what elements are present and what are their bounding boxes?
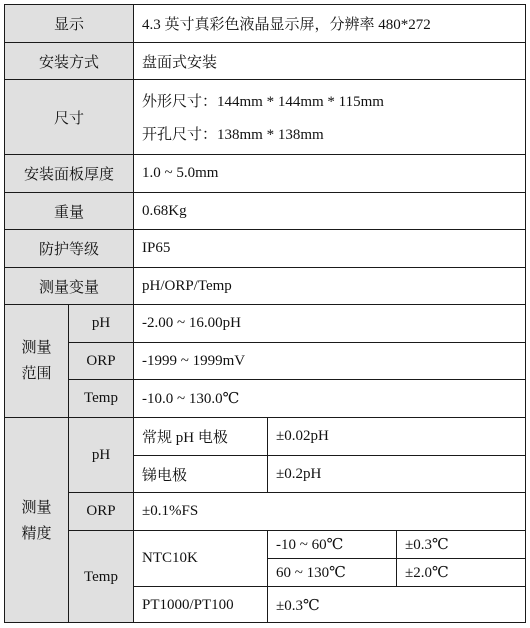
variables-value: pH/ORP/Temp	[133, 267, 526, 304]
accuracy-temp-ntc-range-high: 60 ~ 130℃	[267, 558, 396, 586]
range-param-ph: pH	[68, 304, 133, 342]
accuracy-orp-value: ±0.1%FS	[133, 492, 526, 530]
accuracy-param-orp: ORP	[68, 492, 133, 530]
mounting-value: 盘面式安装	[133, 42, 526, 79]
accuracy-temp-pt-value: ±0.3℃	[267, 586, 526, 623]
accuracy-ph-electrode-antimony: 锑电极	[133, 455, 267, 492]
size-label: 尺寸	[4, 79, 133, 154]
range-value-temp: -10.0 ~ 130.0℃	[133, 379, 526, 417]
size-outer: 外形尺寸：144mm * 144mm * 115mm	[142, 94, 384, 110]
range-param-orp: ORP	[68, 342, 133, 379]
accuracy-label-line2: 精度	[21, 525, 52, 542]
accuracy-param-temp: Temp	[68, 530, 133, 623]
weight-label: 重量	[4, 192, 133, 229]
accuracy-temp-ntc-value-low: ±0.3℃	[396, 530, 526, 558]
range-param-temp: Temp	[68, 379, 133, 417]
protection-value: IP65	[133, 229, 526, 267]
accuracy-param-ph: pH	[68, 417, 133, 492]
range-label-line1: 测量	[21, 340, 52, 356]
panel-thickness-value: 1.0 ~ 5.0mm	[133, 154, 526, 192]
accuracy-temp-pt-sensor: PT1000/PT100	[133, 586, 267, 623]
accuracy-temp-ntc-value-high: ±2.0℃	[396, 558, 526, 586]
range-label	[4, 304, 68, 417]
accuracy-label-line1: 测量	[21, 499, 52, 516]
display-value: 4.3 英寸真彩色液晶显示屏，分辨率 480*272	[133, 4, 526, 42]
accuracy-temp-ntc-range-low: -10 ~ 60℃	[267, 530, 396, 558]
protection-label: 防护等级	[4, 229, 133, 267]
accuracy-ph-value-antimony: ±0.2pH	[267, 455, 526, 492]
display-label: 显示	[4, 4, 133, 42]
range-label-line2: 范围	[21, 366, 52, 382]
weight-value: 0.68Kg	[133, 192, 526, 229]
range-value-ph: -2.00 ~ 16.00pH	[133, 304, 526, 342]
accuracy-ph-value-standard: ±0.02pH	[267, 417, 526, 455]
variables-label: 测量变量	[4, 267, 133, 304]
accuracy-ph-electrode-standard: 常规 pH 电极	[133, 417, 267, 455]
size-cutout: 开孔尺寸：138mm * 138mm	[142, 127, 324, 143]
mounting-label: 安装方式	[4, 42, 133, 79]
panel-thickness-label: 安装面板厚度	[4, 154, 133, 192]
accuracy-temp-ntc-sensor: NTC10K	[133, 530, 267, 586]
range-value-orp: -1999 ~ 1999mV	[133, 342, 526, 379]
size-value	[133, 79, 526, 154]
accuracy-label	[4, 417, 68, 623]
